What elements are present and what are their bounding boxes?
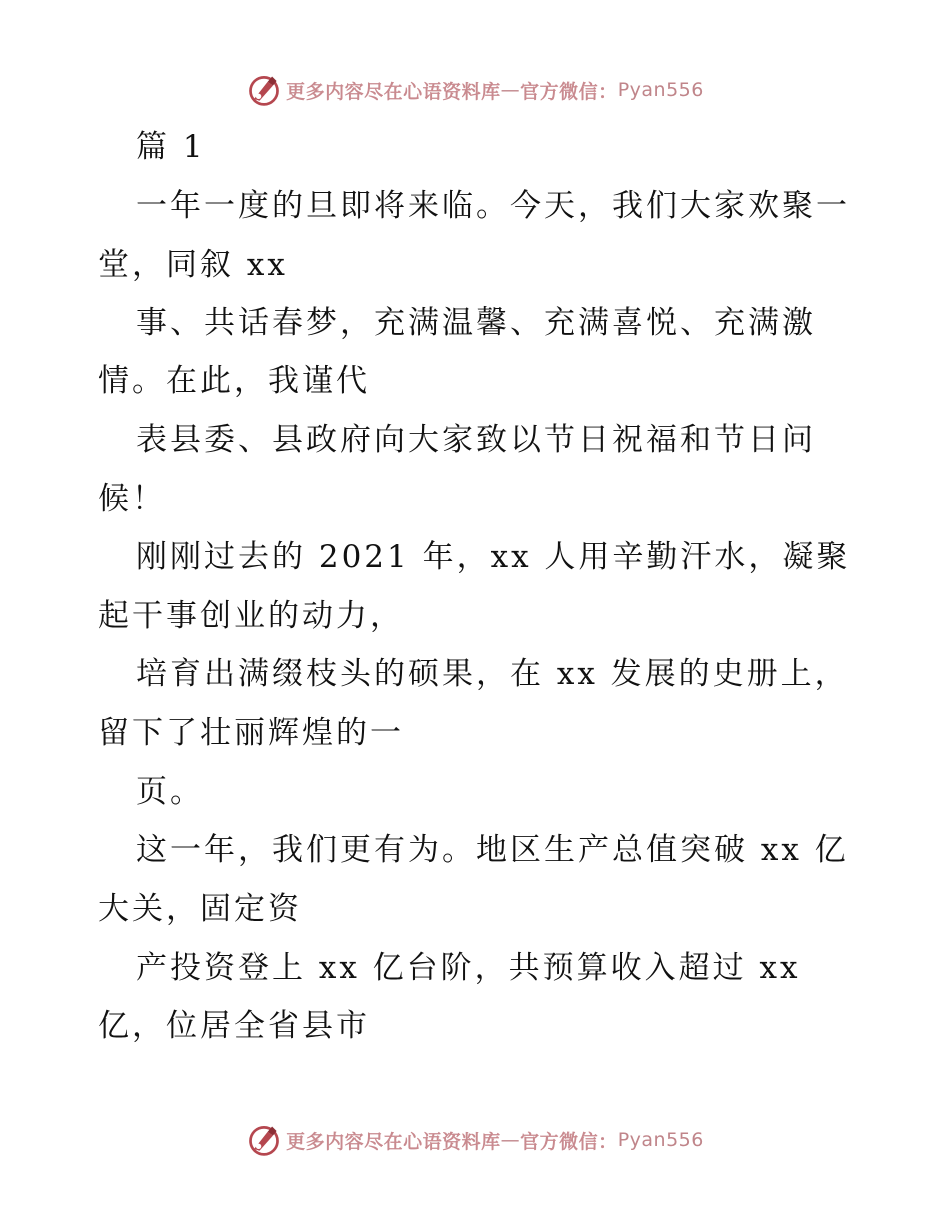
watermark-wechat-label: 官方微信： xyxy=(520,80,618,103)
watermark-wechat-label: 官方微信： xyxy=(520,1130,618,1153)
watermark-text: 更多内容尽在心语资料库 xyxy=(286,80,501,103)
section-heading: 篇 1 xyxy=(136,129,206,165)
watermark-text: 更多内容尽在心语资料库 xyxy=(286,1130,501,1153)
paragraph-line: 刚刚过去的 2021 年，xx 人用辛勤汗水，凝聚 xyxy=(136,539,851,575)
pen-seal-logo-icon xyxy=(246,72,282,108)
paragraph-line: 堂，同叙 xx xyxy=(98,247,288,283)
paragraph-line: 一年一度的旦即将来临。今天，我们大家欢聚一 xyxy=(136,188,850,224)
paragraph-line: 页。 xyxy=(136,774,204,810)
paragraph-line: 培育出满缀枝头的硕果，在 xx 发展的史册上， xyxy=(136,656,849,692)
paragraph-line: 这一年，我们更有为。地区生产总值突破 xx 亿 xyxy=(136,832,849,868)
watermark-separator: — xyxy=(500,1129,521,1151)
paragraph-line: 候！ xyxy=(98,481,166,517)
paragraph-line: 大关，固定资 xyxy=(98,891,302,927)
paragraph-line: 起干事创业的动力， xyxy=(98,598,404,634)
paragraph-line: 产投资登上 xx 亿台阶，共预算收入超过 xx xyxy=(136,950,801,986)
paragraph-line: 亿，位居全省县市 xyxy=(98,1008,370,1044)
header-watermark xyxy=(0,70,950,110)
watermark-separator: — xyxy=(500,79,521,101)
watermark-wechat-id: Pyan556 xyxy=(617,1129,704,1151)
paragraph-line: 表县委、县政府向大家致以节日祝福和节日问 xyxy=(136,422,816,458)
watermark-wechat-id: Pyan556 xyxy=(617,79,704,101)
footer-watermark xyxy=(0,1120,950,1160)
paragraph-line: 事、共话春梦，充满温馨、充满喜悦、充满激 xyxy=(136,305,816,341)
paragraph-line: 留下了壮丽辉煌的一 xyxy=(98,715,404,751)
paragraph-line: 情。在此，我谨代 xyxy=(98,363,370,399)
pen-seal-logo-icon xyxy=(246,1122,282,1158)
